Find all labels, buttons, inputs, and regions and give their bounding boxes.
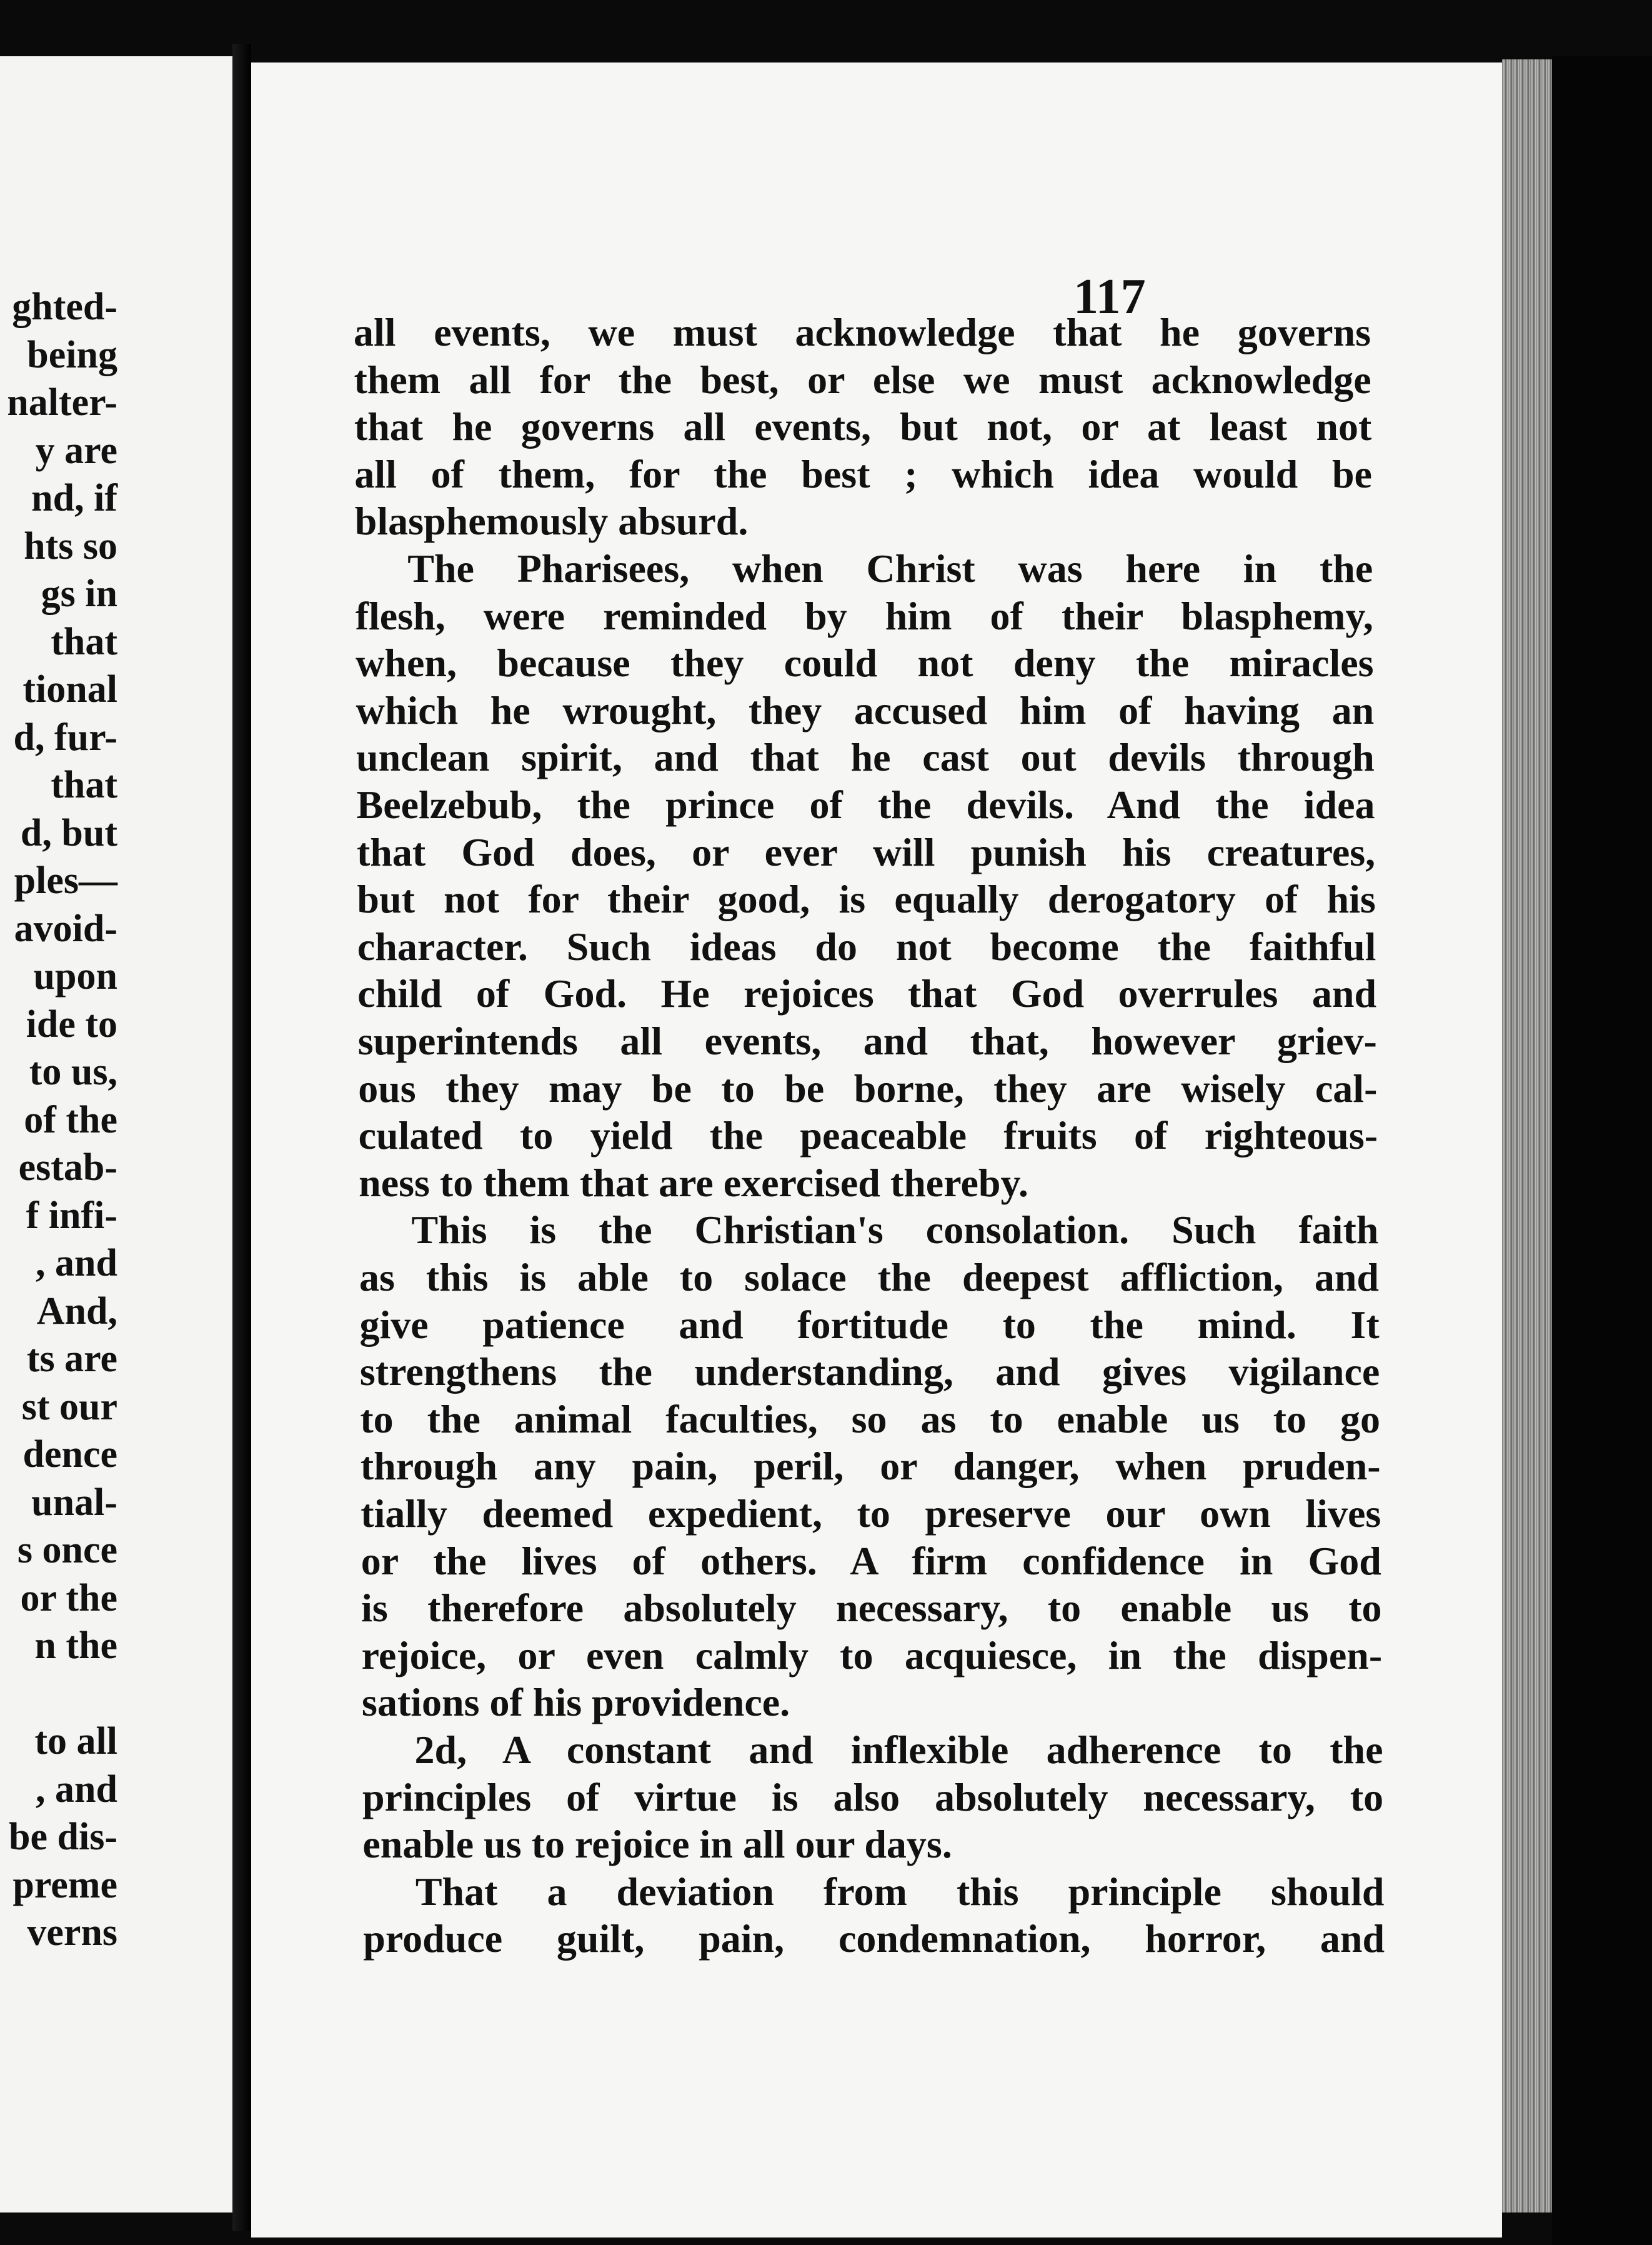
previous-page-line: verns bbox=[27, 1911, 117, 1954]
text-line: that God does, or ever will punish his creatures, bbox=[356, 829, 1376, 874]
previous-page-line: hts so bbox=[24, 524, 117, 568]
text-line: Beelzebub, the prince of the devils. And the idea bbox=[356, 782, 1375, 827]
text-line: as this is able to solace the deepest affliction, and bbox=[359, 1255, 1379, 1299]
previous-page-line: ts are bbox=[26, 1338, 117, 1380]
text-line: to the animal faculties, so as to enable us to go bbox=[360, 1396, 1380, 1441]
previous-page-line: that bbox=[51, 764, 117, 806]
previous-page-line: ide to bbox=[26, 1002, 117, 1046]
text-line: but not for their good, is equally derogatory of his bbox=[357, 877, 1376, 922]
text-line: enable us to rejoice in all our days. bbox=[362, 1822, 952, 1867]
text-line: which he wrought, they accused him of having an bbox=[356, 688, 1375, 732]
previous-page-line: f infi- bbox=[26, 1194, 117, 1237]
text-line: culated to yield the peaceable fruits of righteous- bbox=[358, 1113, 1378, 1158]
text-line: principles of virtue is also absolutely necessary, to bbox=[362, 1774, 1384, 1819]
previous-page-line: ples— bbox=[14, 859, 117, 902]
previous-page-line: y are bbox=[35, 429, 117, 472]
text-line: ous they may be to be borne, they are wisely cal- bbox=[358, 1066, 1378, 1111]
previous-page-line: ghted- bbox=[12, 286, 117, 328]
text-line: This is the Christian's consolation. Such faith bbox=[411, 1208, 1379, 1252]
text-line: 2d, A constant and inflexible adherence to the bbox=[414, 1728, 1383, 1772]
text-line: unclean spirit, and that he cast out devils through bbox=[356, 735, 1375, 780]
text-line: through any pain, peril, or danger, when pruden- bbox=[360, 1444, 1381, 1489]
text-line: is therefore absolutely necessary, to enable us to bbox=[361, 1586, 1382, 1631]
previous-page-line: s once bbox=[17, 1529, 117, 1571]
previous-page-line: avoid- bbox=[14, 907, 117, 950]
previous-page-line: d, but bbox=[20, 811, 117, 854]
previous-page-line: nd, if bbox=[31, 477, 117, 519]
previous-page-line: of the bbox=[24, 1098, 117, 1141]
previous-page-line: , and bbox=[36, 1242, 117, 1284]
text-line: The Pharisees, when Christ was here in the bbox=[407, 546, 1373, 591]
previous-page-line: be dis- bbox=[9, 1816, 117, 1858]
text-line: child of God. He rejoices that God overrules and bbox=[357, 971, 1377, 1016]
text-line: all of them, for the best ; which idea would be bbox=[354, 451, 1372, 496]
previous-page-line: preme bbox=[12, 1863, 117, 1906]
text-line: them all for the best, or else we must acknowledge bbox=[354, 357, 1371, 402]
text-line: rejoice, or even calmly to acquiesce, in the dispen- bbox=[361, 1632, 1383, 1678]
text-line: strengthens the understanding, and gives vigilance bbox=[359, 1349, 1380, 1394]
page-number: 117 bbox=[1073, 269, 1146, 324]
previous-page-line: dence bbox=[22, 1433, 117, 1476]
previous-page-line: or the bbox=[20, 1576, 117, 1619]
text-line: produce guilt, pain, condemnation, horror, and bbox=[363, 1916, 1385, 1961]
previous-page-line: gs in bbox=[41, 572, 117, 615]
previous-page-line: nalter- bbox=[7, 381, 117, 424]
text-line: or the lives of others. A firm confidence in God bbox=[361, 1538, 1381, 1583]
text-line: give patience and fortitude to the mind. It bbox=[359, 1302, 1380, 1347]
current-page bbox=[251, 62, 1502, 2238]
previous-page-line: that bbox=[51, 620, 117, 663]
text-line: superintends all events, and that, however griev- bbox=[357, 1019, 1377, 1063]
previous-page-line: d, fur- bbox=[13, 716, 117, 759]
previous-page-line: , and bbox=[36, 1768, 117, 1811]
book-gutter bbox=[232, 44, 251, 2231]
text-line: sations of his providence. bbox=[362, 1680, 790, 1725]
text-line: tially deemed expedient, to preserve our own lives bbox=[361, 1491, 1381, 1536]
text-line: all events, we must acknowledge that he governs bbox=[354, 310, 1371, 354]
text-line: when, because they could not deny the miracles bbox=[356, 641, 1374, 686]
text-line: character. Such ideas do not become the faithful bbox=[357, 924, 1376, 969]
previous-page-line: being bbox=[27, 333, 117, 376]
page-edges bbox=[1502, 59, 1552, 2212]
background-edge bbox=[1552, 56, 1652, 2245]
previous-page-line: to us, bbox=[29, 1051, 117, 1093]
text-line: that he governs all events, but not, or at least not bbox=[354, 404, 1372, 449]
text-line: blasphemously absurd. bbox=[354, 499, 749, 544]
previous-page-line: n the bbox=[34, 1624, 117, 1667]
text-line: flesh, were reminded by him of their blasphemy, bbox=[355, 593, 1373, 638]
text-line: ness to them that are exercised thereby. bbox=[359, 1160, 1028, 1205]
previous-page-line: estab- bbox=[18, 1146, 117, 1189]
previous-page-line: tional bbox=[22, 668, 117, 711]
text-line: That a deviation from this principle should bbox=[415, 1869, 1385, 1914]
previous-page-line: unal- bbox=[31, 1481, 117, 1524]
previous-page-line: st our bbox=[21, 1385, 117, 1428]
previous-page-line: upon bbox=[33, 955, 117, 998]
previous-page-line: And, bbox=[36, 1289, 117, 1332]
previous-page bbox=[0, 56, 232, 2212]
previous-page-line: to all bbox=[34, 1720, 117, 1762]
